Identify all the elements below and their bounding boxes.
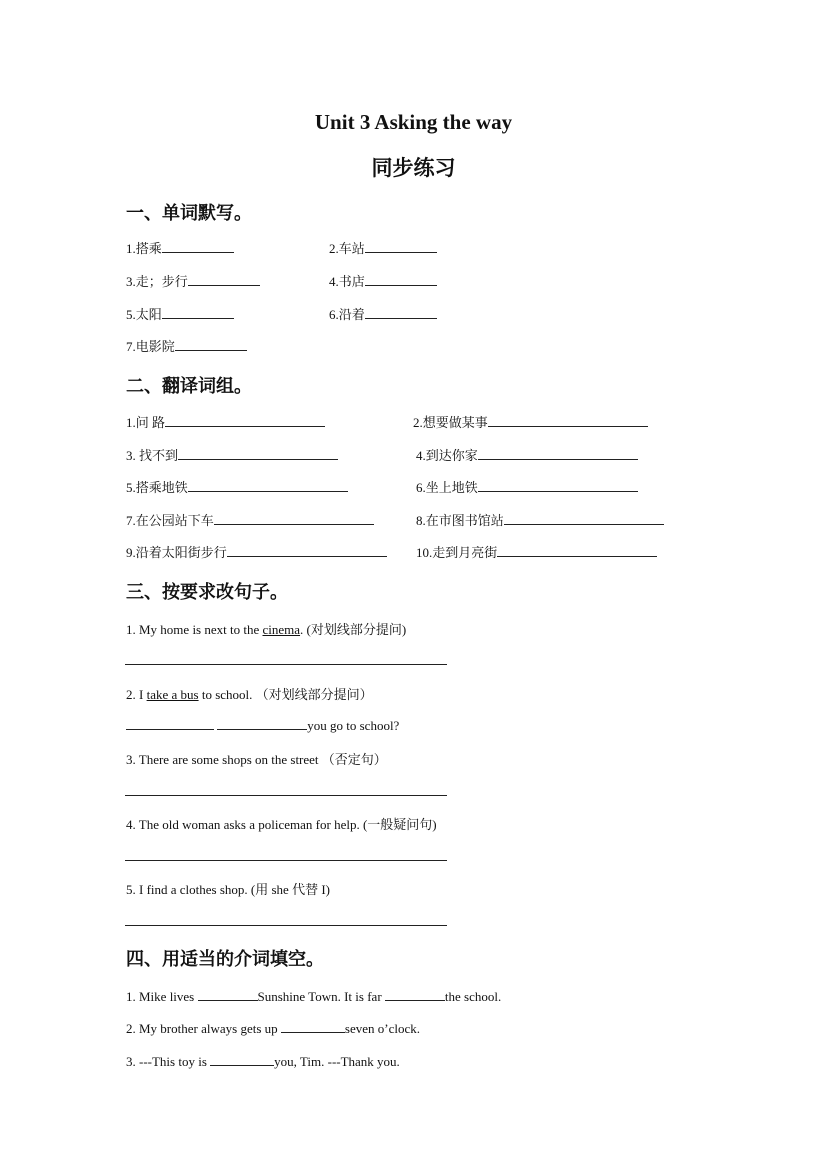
s3-question-3: 3. There are some shops on the street （否定句）: [126, 752, 387, 767]
s4-question-3: 3. ---This toy is you, Tim. ---Thank you.: [126, 1054, 400, 1069]
s2-item-9: 9.沿着太阳街步行: [126, 542, 387, 561]
s2-item-6: 6.坐上地铁: [416, 477, 638, 496]
answer-blank[interactable]: [165, 413, 325, 427]
s3-question-4: 4. The old woman asks a policeman for help. (一般疑问句): [126, 817, 437, 832]
s3-question-5: 5. I find a clothes shop. (用 she 代替 I): [126, 882, 330, 897]
answer-line-5[interactable]: [125, 925, 447, 926]
s2-item-5: 5.搭乘地铁: [126, 477, 348, 496]
s1-item-1: 1.搭乘: [126, 238, 234, 257]
s1-item-2: 2.车站: [329, 238, 437, 257]
s2-item-10: 10.走到月亮街: [416, 542, 657, 561]
answer-blank[interactable]: [365, 239, 437, 253]
answer-blank[interactable]: [365, 305, 437, 319]
answer-blank[interactable]: [504, 511, 664, 525]
answer-blank[interactable]: [210, 1052, 274, 1066]
underlined-part: cinema: [262, 622, 301, 637]
s2-item-1: 1.问 路: [126, 412, 325, 431]
s2-item-2: 2.想要做某事: [413, 412, 648, 431]
answer-blank[interactable]: [126, 716, 214, 730]
answer-blank[interactable]: [497, 543, 657, 557]
s1-item-5: 5.太阳: [126, 304, 234, 323]
answer-blank[interactable]: [178, 446, 338, 460]
answer-blank[interactable]: [188, 272, 260, 286]
s1-item-7: 7.电影院: [126, 336, 247, 355]
section-4-heading: 四、用适当的介词填空。: [126, 949, 324, 969]
answer-blank[interactable]: [385, 987, 445, 1001]
answer-blank[interactable]: [217, 716, 307, 730]
s3-answer-2: you go to school?: [126, 716, 399, 734]
answer-blank[interactable]: [488, 413, 648, 427]
s1-item-3: 3.走；步行: [126, 271, 260, 290]
answer-line-4[interactable]: [125, 860, 447, 861]
answer-blank[interactable]: [198, 987, 258, 1001]
answer-blank[interactable]: [365, 272, 437, 286]
s2-item-7: 7.在公园站下车: [126, 510, 374, 529]
s3-question-1: 1. My home is next to the cinema. (对划线部分提问): [126, 622, 407, 637]
answer-blank[interactable]: [478, 478, 638, 492]
answer-blank[interactable]: [175, 337, 247, 351]
underlined-part: take a bus: [146, 687, 199, 702]
page-title: Unit 3 Asking the way: [314, 110, 513, 134]
answer-blank[interactable]: [227, 543, 387, 557]
answer-blank[interactable]: [281, 1019, 345, 1033]
answer-blank[interactable]: [162, 305, 234, 319]
page-subtitle: 同步练习: [371, 156, 456, 180]
s4-question-1: 1. Mike lives Sunshine Town. It is far the school.: [126, 989, 502, 1004]
answer-line-3[interactable]: [125, 795, 447, 796]
s2-item-4: 4.到达你家: [416, 445, 638, 464]
answer-blank[interactable]: [214, 511, 374, 525]
s1-item-6: 6.沿着: [329, 304, 437, 323]
s2-item-8: 8.在市图书馆站: [416, 510, 664, 529]
s2-item-3: 3. 找不到: [126, 445, 338, 464]
answer-line-1[interactable]: [125, 664, 447, 665]
section-2-heading: 二、翻译词组。: [126, 376, 252, 396]
answer-blank[interactable]: [162, 239, 234, 253]
s1-item-4: 4.书店: [329, 271, 437, 290]
answer-blank[interactable]: [478, 446, 638, 460]
section-3-heading: 三、按要求改句子。: [126, 582, 288, 602]
s4-question-2: 2. My brother always gets up seven o’clock.: [126, 1021, 420, 1036]
answer-blank[interactable]: [188, 478, 348, 492]
s3-question-2: 2. I take a bus to school. （对划线部分提问）: [126, 687, 373, 702]
section-1-heading: 一、单词默写。: [126, 203, 252, 223]
